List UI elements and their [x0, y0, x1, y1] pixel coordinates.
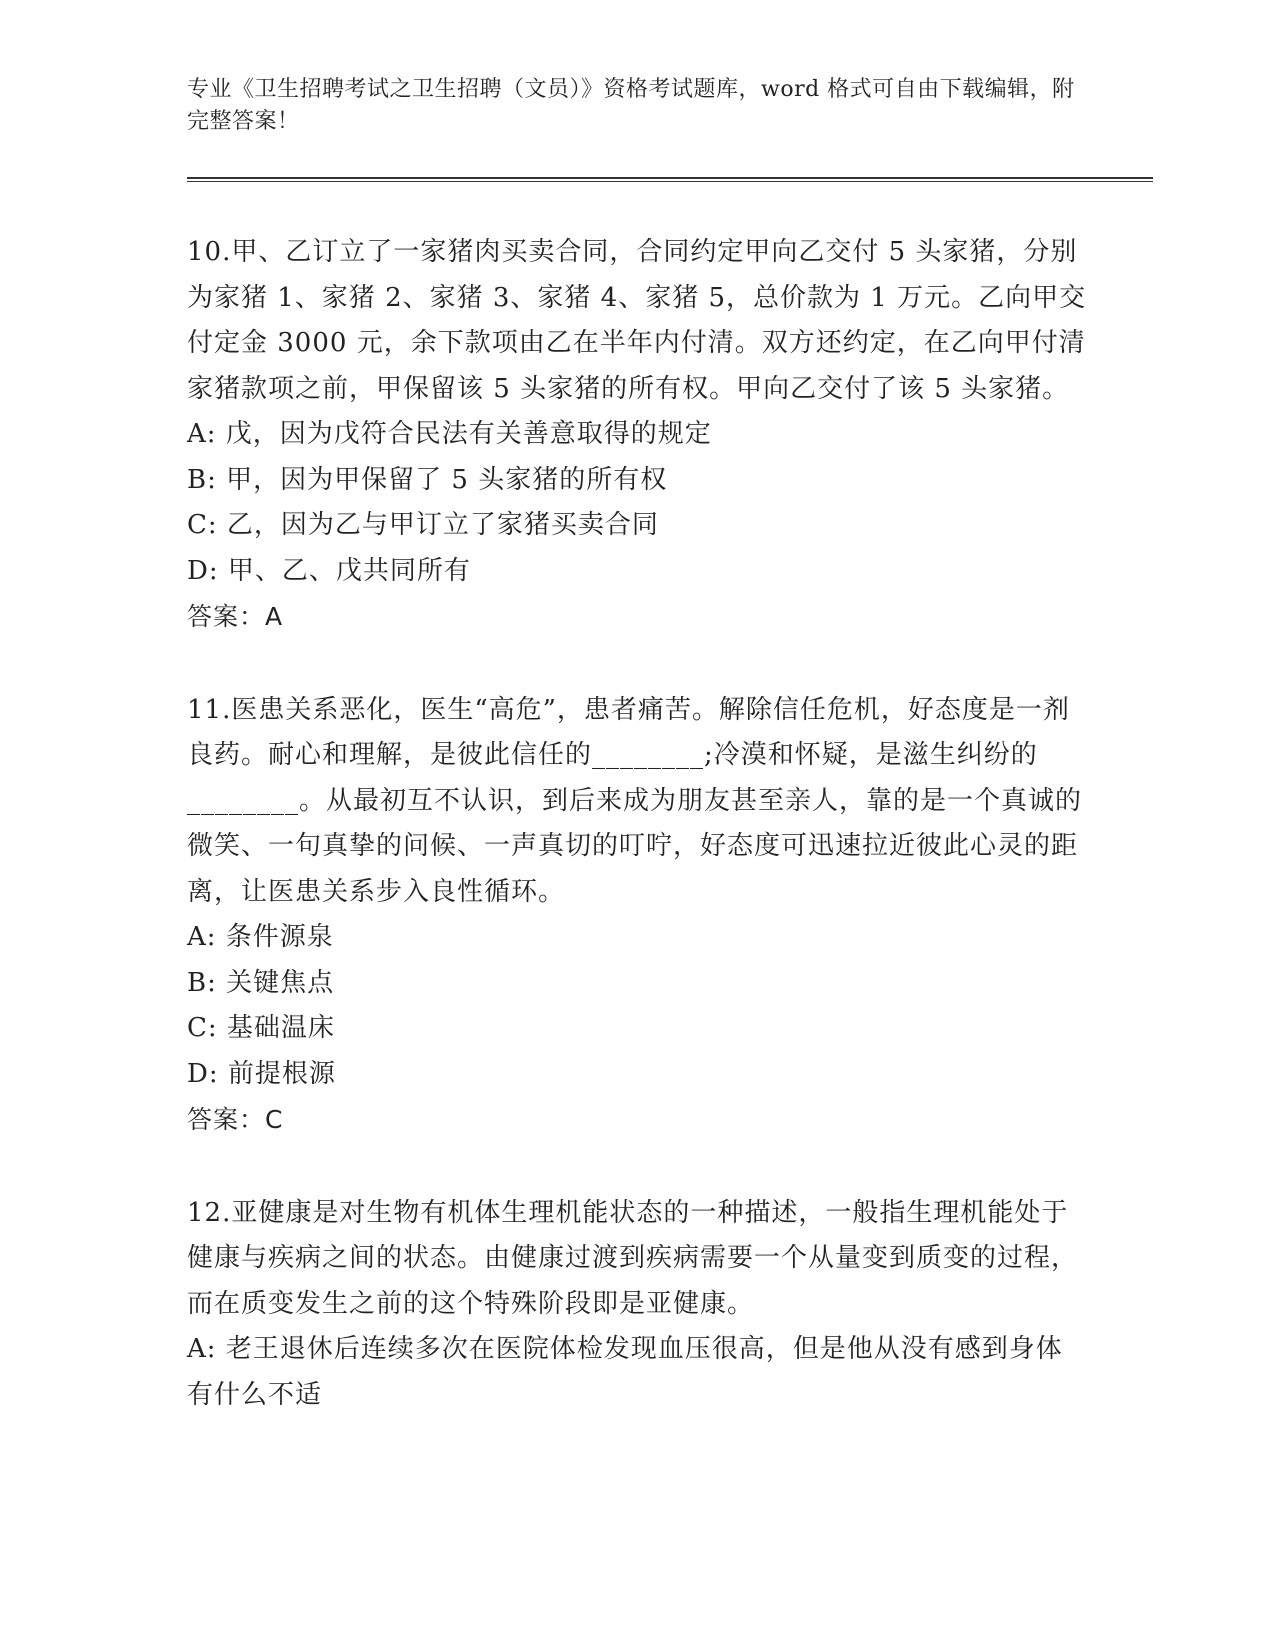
document-header	[187, 74, 1087, 138]
option-c: C: 基础温床	[187, 1013, 335, 1043]
header-divider	[187, 177, 1153, 182]
header-intro-text: 专业《卫生招聘考试之卫生招聘（文员）》资格考试题库，word 格式可自由下载编辑，附完整答案！	[187, 77, 1075, 134]
question-12	[187, 1191, 1087, 1419]
question-stem: 11.医患关系恶化，医生“高危”，患者痛苦。解除信任危机，好态度是一剂良药。耐心和理解，是彼此信任的________;冷漠和怀疑，是滋生纠纷的________。从最初互不认识，到后来成为朋友甚至亲人，靠的是一个真诚的微笑、一句真挚的问候、一声真切的叮咛，好态度可迅速拉近彼此心灵的距离，让医患关系步入良性循环。	[187, 694, 1083, 907]
question-stem: 10.甲、乙订立了一家猪肉买卖合同，合同约定甲向乙交付 5 头家猪，分别为家猪 1、家猪 2、家猪 3、家猪 4、家猪 5，总价款为 1 万元。乙向甲交付定金 3000 元，余下款项由乙在半年内付清。双方还约定，在乙向甲付清家猪款项之前，甲保留该 5 头家猪的所有权。甲向乙交付了该 5 头家猪。	[187, 237, 1087, 404]
option-b: B: 关键焦点	[187, 967, 335, 998]
answer-label: 答案：C	[187, 1105, 284, 1134]
question-10	[187, 230, 1087, 640]
question-list	[187, 230, 1087, 1466]
option-a: A: 条件源泉	[187, 922, 334, 952]
question-stem: 12.亚健康是对生物有机体生理机能状态的一种描述，一般指生理机能处于健康与疾病之间的状态。由健康过渡到疾病需要一个从量变到质变的过程，而在质变发生之前的这个特殊阶段即是亚健康。	[187, 1197, 1079, 1319]
option-d: D: 前提根源	[187, 1058, 336, 1089]
option-a: A: 戊，因为戊符合民法有关善意取得的规定	[187, 419, 712, 449]
question-11	[187, 688, 1087, 1143]
option-b: B: 甲，因为甲保留了 5 头家猪的所有权	[187, 464, 668, 495]
option-d: D: 甲、乙、戊共同所有	[187, 555, 471, 586]
answer-label: 答案：A	[187, 602, 284, 631]
option-a: A: 老王退休后连续多次在医院体检发现血压很高，但是他从没有感到身体有什么不适	[187, 1334, 1063, 1410]
option-c: C: 乙，因为乙与甲订立了家猪买卖合同	[187, 510, 659, 540]
